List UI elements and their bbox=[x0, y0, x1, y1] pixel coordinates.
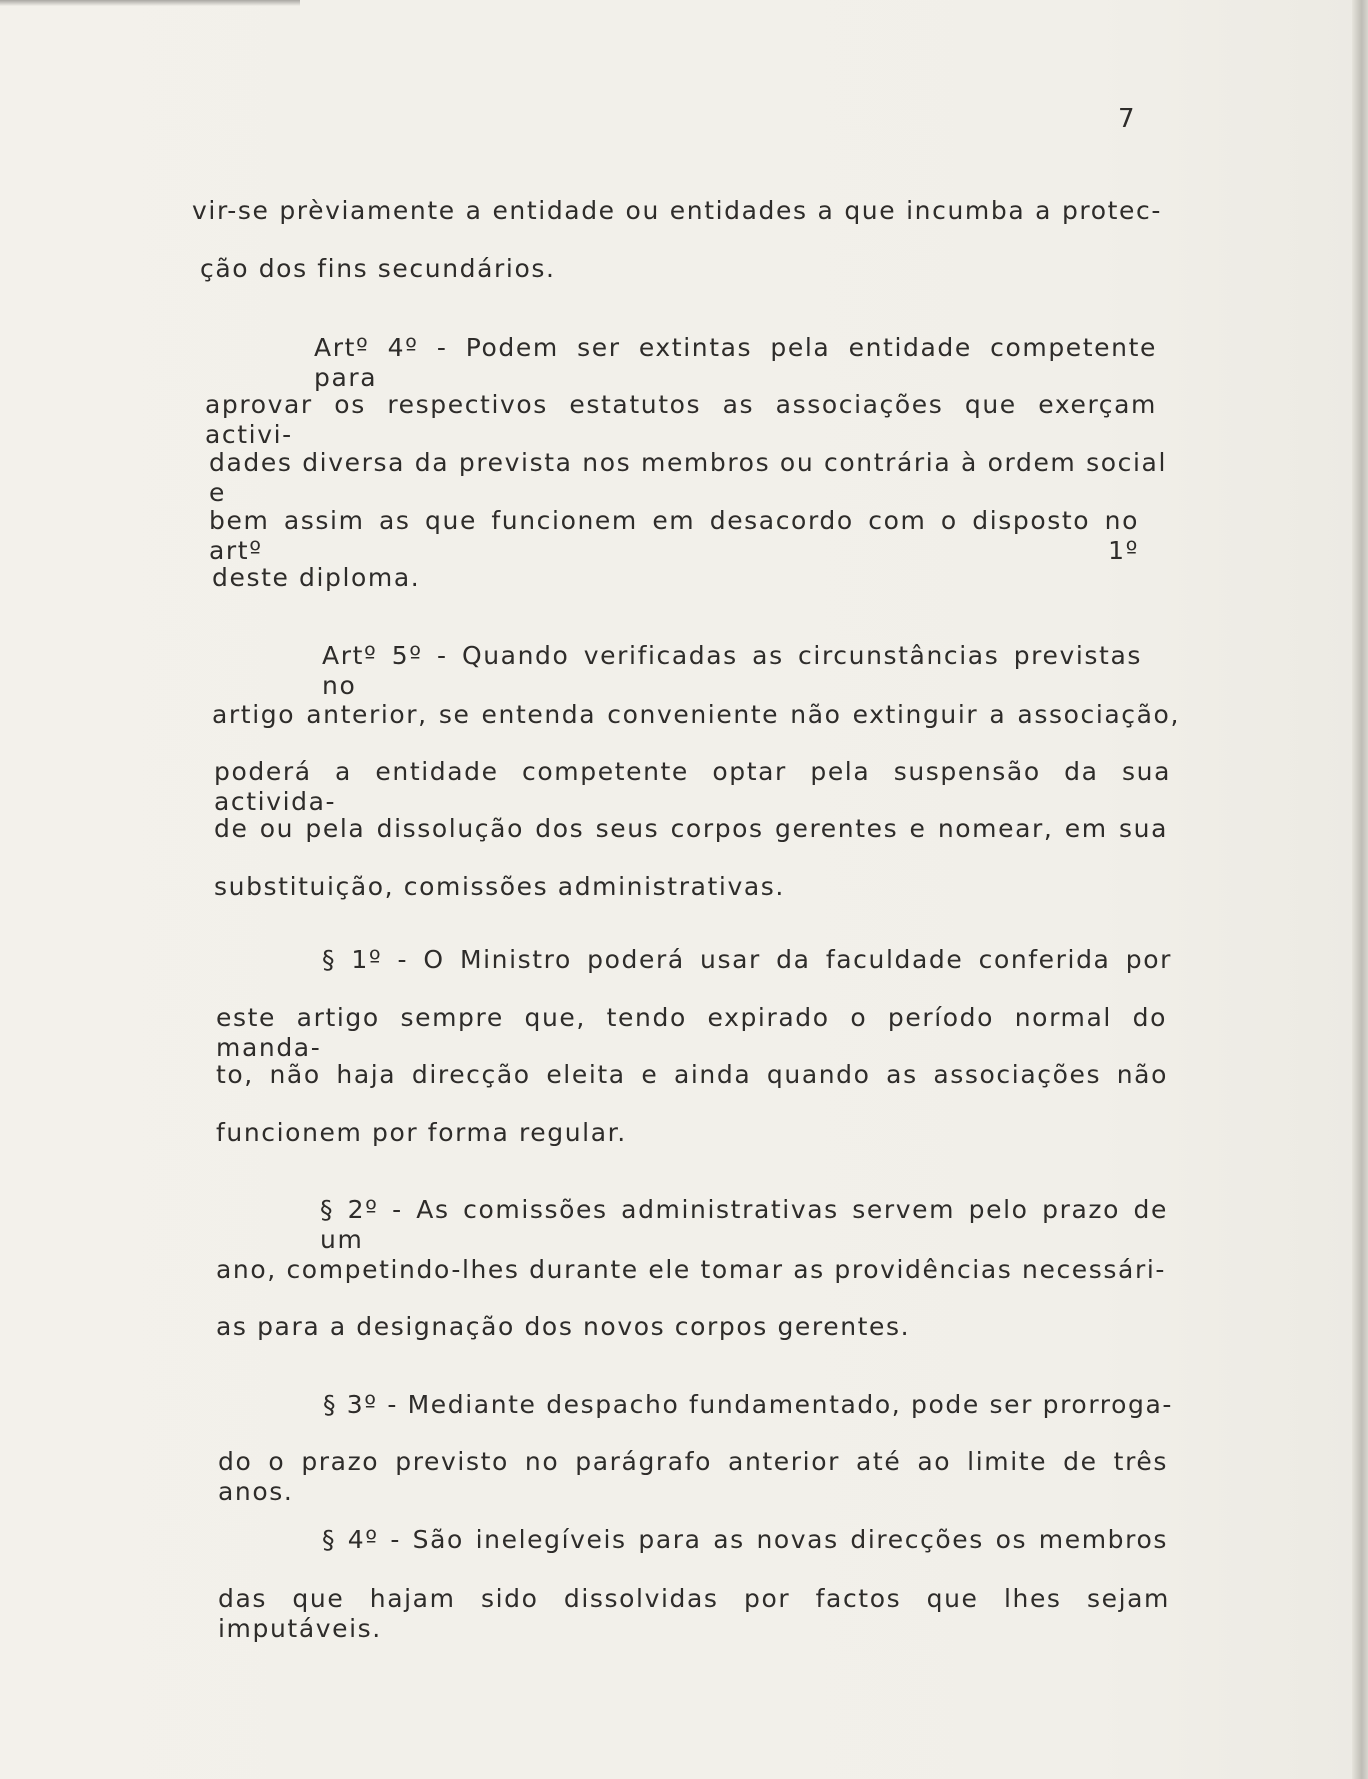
text-line: substituição, comissões administrativas. bbox=[214, 872, 785, 901]
text-line: bem assim as que funcionem em desacordo com o disposto no artº 1º bbox=[209, 506, 1139, 565]
text-line: vir-se prèviamente a entidade ou entidades a que incumba a protec- bbox=[192, 196, 1162, 225]
text-line: das que hajam sido dissolvidas por factos que lhes sejam imputáveis. bbox=[218, 1584, 1170, 1643]
text-line: dades diversa da prevista nos membros ou contrária à ordem social e bbox=[209, 448, 1167, 507]
text-line: poderá a entidade competente optar pela suspensão da sua activida- bbox=[214, 757, 1171, 816]
text-line: ção dos fins secundários. bbox=[200, 254, 556, 283]
text-line: artigo anterior, se entenda conveniente não extinguir a associação, bbox=[212, 700, 1180, 729]
text-line: do o prazo previsto no parágrafo anterior até ao limite de três anos. bbox=[218, 1447, 1168, 1506]
text-line: as para a designação dos novos corpos gerentes. bbox=[216, 1312, 911, 1341]
text-line: ano, competindo-lhes durante ele tomar as providências necessári- bbox=[216, 1255, 1166, 1284]
text-line: aprovar os respectivos estatutos as associações que exerçam activi- bbox=[205, 390, 1157, 449]
text-line: § 2º - As comissões administrativas servem pelo prazo de um bbox=[320, 1195, 1168, 1254]
text-line: funcionem por forma regular. bbox=[216, 1118, 627, 1147]
text-line: § 3º - Mediante despacho fundamentado, pode ser prorroga- bbox=[323, 1390, 1173, 1419]
text-line: to, não haja direcção eleita e ainda quando as associações não bbox=[216, 1060, 1168, 1089]
text-line: Artº 4º - Podem ser extintas pela entidade competente para bbox=[314, 333, 1157, 392]
text-line: este artigo sempre que, tendo expirado o período normal do manda- bbox=[216, 1003, 1167, 1062]
text-line: Artº 5º - Quando verificadas as circunstâncias previstas no bbox=[322, 641, 1142, 700]
text-line: § 1º - O Ministro poderá usar da faculdade conferida por bbox=[322, 945, 1172, 974]
page-number: 7 bbox=[1118, 104, 1136, 134]
text-line: deste diploma. bbox=[212, 563, 421, 592]
text-line: de ou pela dissolução dos seus corpos gerentes e nomear, em sua bbox=[214, 814, 1168, 843]
text-line: § 4º - São inelegíveis para as novas direcções os membros bbox=[322, 1525, 1168, 1554]
